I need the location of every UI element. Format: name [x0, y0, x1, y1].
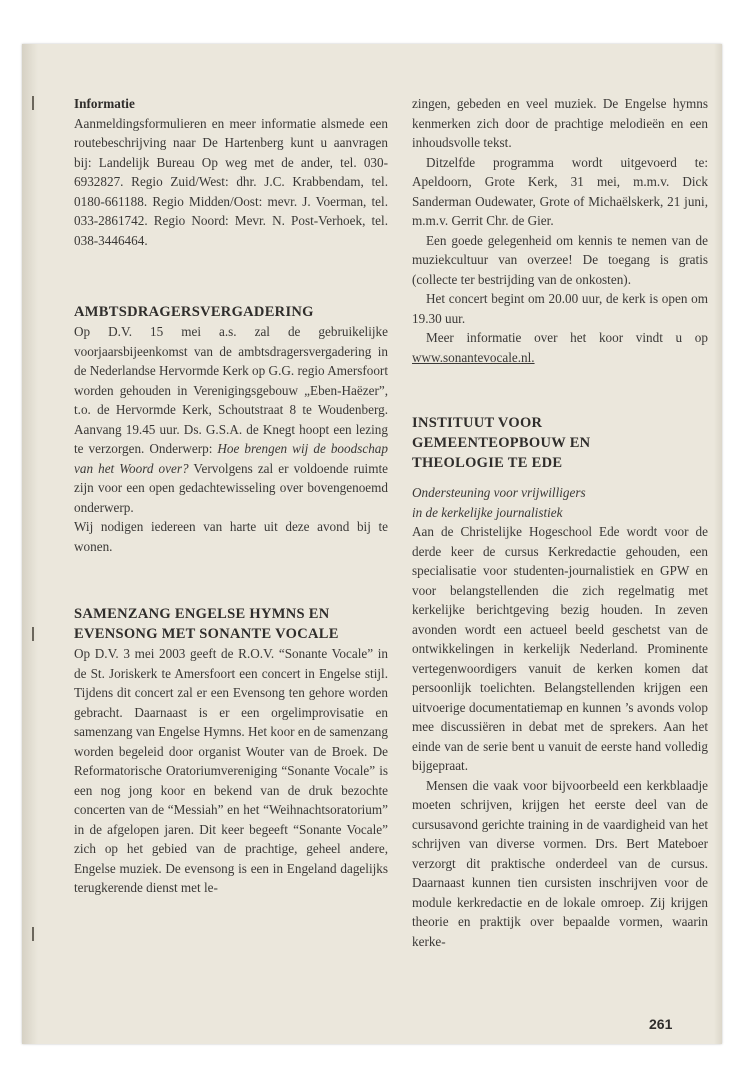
info-section — [74, 94, 388, 250]
magazine-page — [22, 44, 722, 1044]
instituut-section — [412, 413, 708, 951]
samenzang-title: SAMENZANG ENGELSE HYMNS EN EVENSONG MET SONANTE VOCALE — [74, 606, 339, 642]
instituut-paragraph: Aan de Christelijke Hogeschool Ede wordt voor de derde keer de cursus Kerkredactie gehouden, een specialisatie voor studenten-journalistiek en GPW en voor belangstellenden die zich regelmatig met kerkelijke berichtgeving bezig houden. In zeven avonden wordt een actueel beeld geschetst van de ontwikkelingen in kerkelijk Nederland. Prominente vertegenwoordigers vanuit de kerken komen dat persoonlijk toelichten. Belangstellenden krijgen een uitvoerige documentatiemap en kunnen ’s avonds volop mee discussiëren in debat met de sprekers. Aan het einde van de serie bent u vanuit de eerste hand volledig bijgepraat. — [412, 524, 708, 773]
concert-continuation — [412, 94, 708, 367]
ambtsdragers-paragraph: Op D.V. 15 mei a.s. zal de gebruikelijke voorjaarsbijeenkomst van de ambtsdragersvergadering in de Nederlandse Hervormde Kerk op G.G. regio Amersfoort worden gehouden in Verenigingsgebouw „Eben-Haëzer”, t.o. de Hervormde Kerk, Schoutstraat 8 te Woudenberg. Aanvang 19.45 uur. Ds. G.S.A. de Knegt hoopt een lezing te verzorgen. Onderwerp: Hoe brengen wij de boodschap van het Woord over? Vervolgens zal er voldoende ruimte zijn voor een open gedachtewisseling over bovengenoemd onderwerp. — [74, 324, 388, 515]
samenzang-paragraph: Op D.V. 3 mei 2003 geeft de R.O.V. “Sonante Vocale” in de St. Joriskerk te Amersfoort een concert in Engelse stijl. Tijdens dit concert zal er een Evensong ten gehore worden gebracht. Daarnaast is er een orgelimprovisatie en samenzang van Engelse Hymns. Het koor en de samenzang worden begeleid door organist Wouter van de Broek. De Reformatorische Oratoriumvereniging “Sonante Vocale” is een nog jong koor en bekend van de druk bezochte concerten van de “Messiah” en het “Weihnachtsoratorium” in de afgelopen jaren. Dit keer begeeft “Sonante Vocale” zich op het gebied van de prachtige, geheel andere, Engelse muziek. De evensong is een in Engeland dagelijks terugkerende dienst met le- — [74, 646, 388, 895]
concert-schedule: Ditzelfde programma wordt uitgevoerd te: Apeldoorn, Grote Kerk, 31 mei, m.m.v. Dick Sanderman Oudewater, Grote of Michaëlskerk, 21 juni, m.m.v. Gerrit Chr. de Gier. — [412, 154, 708, 228]
instituut-paragraph-2: Mensen die vaak voor bijvoorbeeld een kerkblaadje moeten schrijven, krijgen het eerste deel van de cursusavond gerichte training in de vaardigheid van het schrijven van diverse vormen. Drs. Bert Mateboer verzorgt dit praktische onderdeel van de cursus. Daarnaast kunnen tien cursisten inschrijven voor de module kerkredactie en de lokale omroep. Zij krijgen theorie en praktijk over bepaalde vormen, waarin kerke- — [412, 777, 708, 949]
ambtsdragers-section — [74, 302, 388, 556]
concert-more-info: Meer informatie over het koor vindt u op www.sonantevocale.nl. — [412, 330, 708, 365]
margin-mark — [32, 96, 34, 110]
concert-admission: Een goede gelegenheid om kennis te nemen van de muziekcultuur van overzee! De toegang is gratis (collecte ter bestrijding van de onkosten). — [412, 232, 708, 287]
left-column — [74, 94, 388, 898]
page-number: 261 — [649, 1016, 673, 1032]
concert-paragraph: zingen, gebeden en veel muziek. De Engelse hymns kenmerken zich door de prachtige melodieën en een inhoudsvolle tekst. — [412, 96, 708, 150]
margin-mark — [32, 927, 34, 941]
instituut-title: INSTITUUT VOOR GEMEENTEOPBOUW EN THEOLOGIE TE EDE — [412, 415, 591, 471]
info-text: Aanmeldingsformulieren en meer informatie alsmede een routebeschrijving naar De Hartenberg kunt u aanvragen bij: Landelijk Bureau Op weg met de ander, tel. 030-6932827. Regio Zuid/West: dhr. J.C. Krabbendam, tel. 0180-661188. Regio Midden/Oost: mevr. J. Voerman, tel. 033-2861742. Regio Noord: Mevr. N. Post-Verhoek, tel. 038-3446464. — [74, 115, 388, 248]
info-title: Informatie — [74, 96, 135, 111]
instituut-subtitle: Ondersteuning voor vrijwilligers in de kerkelijke journalistiek — [412, 485, 586, 520]
margin-mark — [32, 627, 34, 641]
sonantevocale-link[interactable]: www.sonantevocale.nl. — [412, 349, 535, 365]
samenzang-section — [74, 604, 388, 898]
concert-time: Het concert begint om 20.00 uur, de kerk is open om 19.30 uur. — [412, 291, 708, 326]
ambtsdragers-title: AMBTSDRAGERSVERGADERING — [74, 304, 314, 320]
lecture-topic: Hoe brengen wij de boodschap van het Woord over? — [74, 441, 388, 476]
ambtsdragers-invitation: Wij nodigen iedereen van harte uit deze avond bij te wonen. — [74, 519, 388, 554]
right-column — [412, 94, 708, 951]
